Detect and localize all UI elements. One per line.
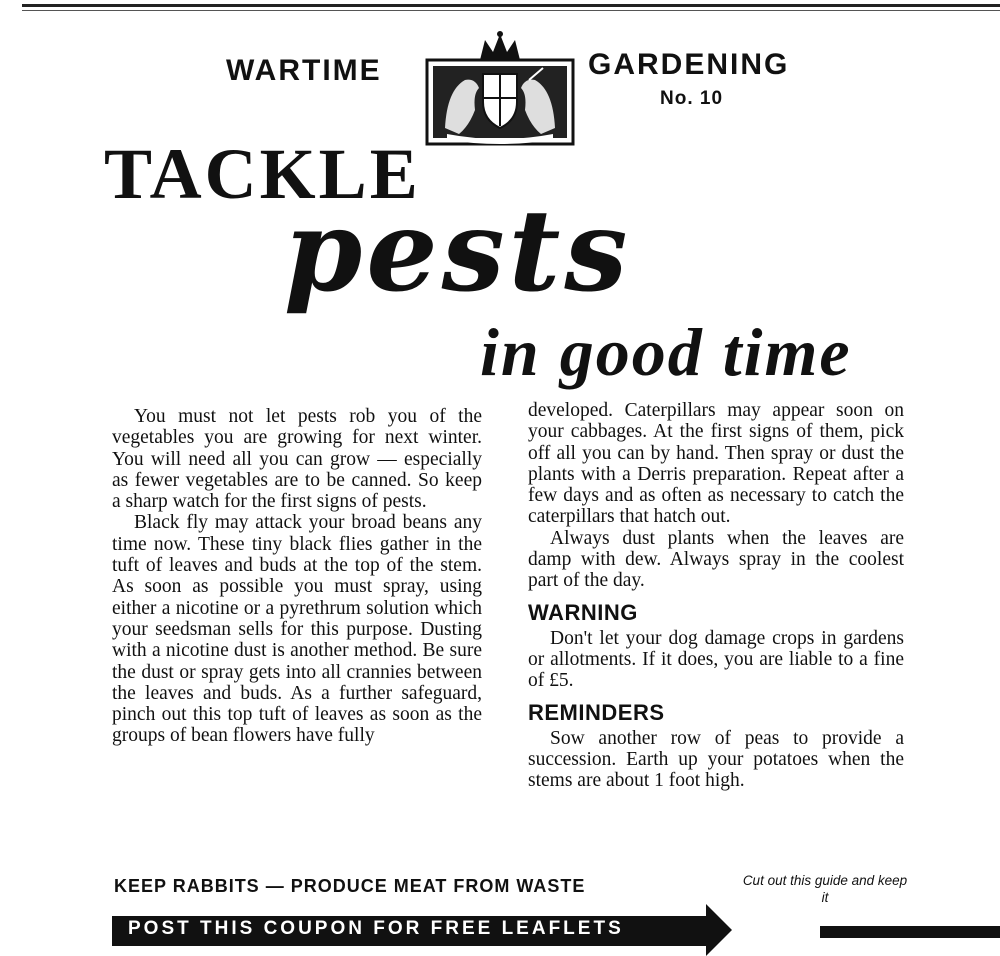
top-rule-thin: [22, 10, 1000, 11]
article-paragraph: You must not let pests rob you of the vegetables you are growing for next winter. You will need all you can grow — especially as fewer vegetables are to be canned. So keep a sharp watch for the first signs of pests.: [112, 406, 482, 513]
headline-pests: pests: [284, 186, 632, 317]
arrow-right-icon: [706, 904, 732, 956]
reminders-text: Sow another row of peas to provide a succession. Earth up your potatoes when the stems are about 1 foot high.: [528, 727, 904, 792]
warning-text: Don't let your dog damage crops in gardens or allotments. If it does, you are liable to a fine of £5.: [528, 627, 904, 692]
footer-slogan: KEEP RABBITS — PRODUCE MEAT FROM WASTE: [114, 876, 586, 896]
royal-coat-of-arms-icon: [425, 30, 575, 146]
article-right-column: [528, 400, 904, 791]
series-title-left: WARTIME: [226, 54, 382, 87]
coupon-label: POST THIS COUPON FOR FREE LEAFLETS: [128, 918, 624, 939]
article-paragraph: developed. Caterpillars may appear soon on your cabbages. At the first signs of them, pick off all you can by hand. Then spray or dust the plants with a Derris preparation. Repeat after a few days and as often as necessary to catch the caterpillars that hatch out.: [528, 400, 904, 528]
headline-tackle: TACKLE: [104, 134, 421, 214]
top-rule: [22, 4, 1000, 7]
series-number: No. 10: [660, 88, 724, 109]
series-title-right: GARDENING: [588, 48, 790, 81]
headline-in-good-time: in good time: [480, 314, 852, 390]
article-left-column: [112, 406, 482, 747]
article-paragraph: Always dust plants when the leaves are damp with dew. Always spray in the coolest part of the day.: [528, 527, 904, 592]
reminders-heading: REMINDERS: [528, 699, 665, 725]
coupon-edge: [820, 926, 1000, 938]
cut-out-note: Cut out this guide and keep it: [742, 873, 908, 905]
warning-heading: WARNING: [528, 599, 638, 625]
article-paragraph: Black fly may attack your broad beans any time now. These tiny black flies gather in the tuft of leaves and buds at the top of the stem. As soon as possible you must spray, using either a nicotine or a pyrethrum solution which your seedsman sells for this purpose. Dusting with a nicotine dust is another method. Be sure the dust or spray gets into all crannies between the leaves and buds. As a further safeguard, pinch out this top tuft of leaves as soon as the groups of bean flowers have fully: [112, 512, 482, 747]
